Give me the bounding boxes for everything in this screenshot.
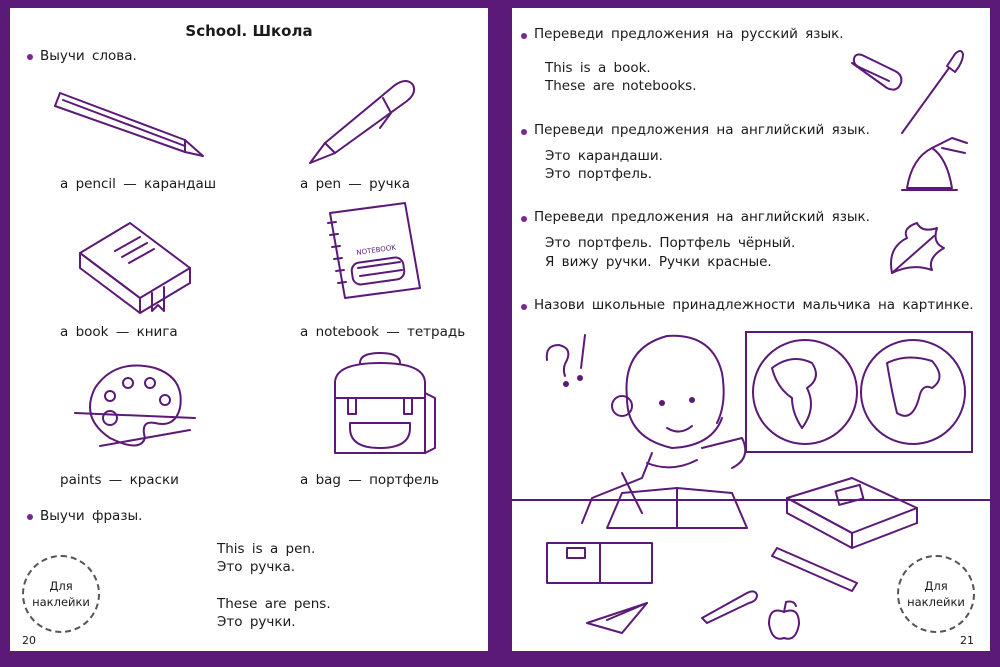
- bullet: [521, 129, 527, 135]
- left-page: [10, 8, 488, 651]
- book-icon: [782, 473, 922, 553]
- word-pencil: a pencil — карандаш: [60, 176, 217, 192]
- notebook-label: NOTEBOOK: [355, 243, 397, 258]
- word-pen: a pen — ручка: [300, 176, 411, 192]
- word-book: a book — книга: [60, 324, 178, 340]
- notebook-eraser-icon: [542, 538, 662, 588]
- phrase-line: Это ручки.: [217, 614, 296, 630]
- right-page: [512, 8, 990, 651]
- task-line: Это портфель. Портфель чёрный.: [545, 235, 796, 251]
- pen-icon: [305, 73, 425, 173]
- open-notebook-icon: [602, 483, 752, 533]
- task-name-supplies: Назови школьные принадлежности мальчика на картинке.: [534, 297, 974, 313]
- page-number: 20: [22, 634, 36, 647]
- bullet: [27, 54, 33, 60]
- pen-icon: [697, 583, 767, 623]
- phrase-line: Это ручка.: [217, 559, 296, 575]
- task-line: Это портфель.: [545, 166, 653, 182]
- sticker-label: Для: [924, 579, 948, 593]
- apple-icon: [764, 600, 804, 645]
- bag-icon: [320, 353, 440, 463]
- word-bag: a bag — портфель: [300, 472, 440, 488]
- bullet: [27, 514, 33, 520]
- leaf-icon: [882, 218, 952, 278]
- task-line: Я вижу ручки. Ручки красные.: [545, 254, 772, 270]
- task-learn-words: Выучи слова.: [40, 48, 137, 64]
- paintbrush-icon: [897, 48, 967, 138]
- task-line: These are notebooks.: [545, 78, 697, 94]
- paints-icon: [70, 358, 210, 458]
- sticker-placeholder: [22, 555, 100, 633]
- bullet: [521, 304, 527, 310]
- pencil-icon: [55, 88, 215, 168]
- task-translate-english: Переведи предложения на английский язык.: [534, 122, 870, 138]
- sticker-placeholder: [897, 555, 975, 633]
- page-number: 21: [960, 634, 974, 647]
- word-notebook: a notebook — тетрадь: [300, 324, 466, 340]
- notebook-icon: [320, 198, 430, 308]
- book-icon: [70, 213, 200, 313]
- task-line: Это карандаши.: [545, 148, 663, 164]
- bell-icon: [897, 138, 977, 198]
- sticker-label: Для: [49, 579, 73, 593]
- word-paints: paints — краски: [60, 472, 179, 488]
- task-learn-phrases: Выучи фразы.: [40, 508, 143, 524]
- page-title: School. Школа: [185, 22, 313, 40]
- phrase-line: This is a pen.: [217, 541, 316, 557]
- sticker-label: наклейки: [32, 595, 90, 609]
- ruler-icon: [772, 543, 862, 593]
- sticker-label: наклейки: [907, 595, 965, 609]
- task-translate-english-2: Переведи предложения на английский язык.: [534, 209, 870, 225]
- bullet: [521, 216, 527, 222]
- bullet: [521, 33, 527, 39]
- task-translate-russian: Переведи предложения на русский язык.: [534, 26, 844, 42]
- phrase-line: These are pens.: [217, 596, 331, 612]
- task-line: This is a book.: [545, 60, 651, 76]
- paper-plane-icon: [582, 598, 652, 638]
